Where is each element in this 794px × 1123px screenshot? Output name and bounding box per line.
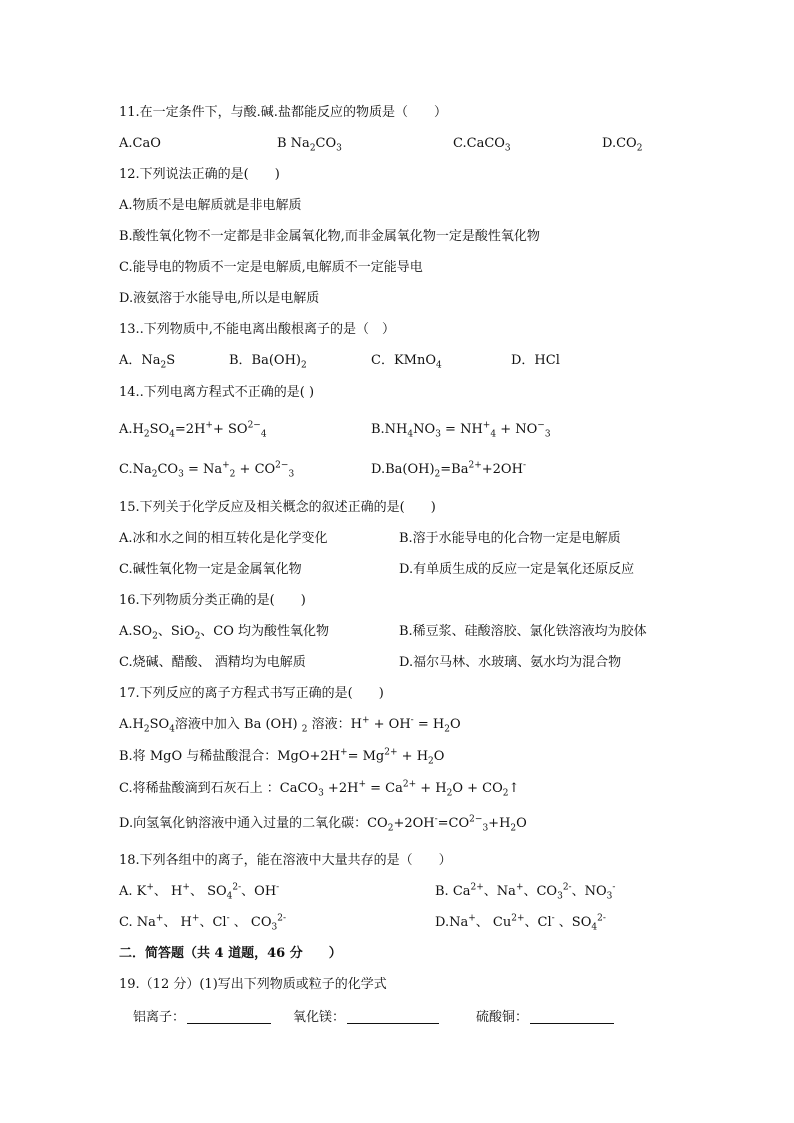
q19-field-label: 氧化镁：	[293, 1010, 346, 1025]
q16-option-b: B.稀豆浆、硅酸溶胶、氯化铁溶液均为胶体	[399, 624, 647, 639]
q15-option-a: A.冰和水之间的相互转化是化学变化	[119, 531, 328, 546]
q13-stem: 13..下列物质中,不能电离出酸根离子的是（ ）	[119, 322, 395, 337]
q11-stem: 11.在一定条件下，与酸.碱.盐都能反应的物质是（ ）	[119, 105, 447, 120]
answer-blank[interactable]	[347, 1009, 439, 1024]
q13-option-d: D．HCl	[511, 353, 560, 368]
q14-stem: 14..下列电离方程式不正确的是( )	[119, 385, 315, 400]
q17-option-b: B.将 MgO 与稀盐酸混合：$MgO+2H^+= Mg^{2+} + H_2O$	[119, 747, 445, 767]
answer-blank[interactable]	[530, 1009, 614, 1024]
q19-field-label: 铝离子：	[133, 1010, 186, 1025]
q11-option-d: $D.CO_2$	[602, 136, 643, 154]
q18-option-b: B. $Ca^{2+}$、Na+、$CO_3^{2-}$、$NO_3^-$	[435, 882, 616, 902]
q16-option-d: D.福尔马林、水玻璃、氨水均为混合物	[399, 655, 622, 670]
q15-option-d: D.有单质生成的反应一定是氧化还原反应	[399, 562, 635, 577]
q12-stem: 12.下列说法正确的是( )	[119, 167, 280, 182]
q16-option-c: C.烧碱、醋酸、 酒精均为电解质	[119, 655, 306, 670]
q11-option-a: A.CaO	[119, 136, 161, 151]
q14-option-c: $C.Na_2CO_3 = Na^+_2 + CO^{2-}_3$	[119, 460, 295, 480]
q13-option-c: C．KMnO$_4$	[371, 353, 442, 371]
answer-blank[interactable]	[187, 1009, 271, 1024]
q17-option-a: $A.H_2SO_4$溶液中加入 Ba (OH) $_2$ 溶液：$H^+ + OH^- = H_2O$	[119, 715, 461, 735]
q15-option-b: B.溶于水能导电的化合物一定是电解质	[399, 531, 621, 546]
q18-option-d: D.Na+、 $Cu^{2+}$、Cl- 、$SO_4^{2-}$	[435, 913, 606, 933]
q16-option-a: $A.SO_2$、SiO$_2$、CO 均为酸性氧化物	[119, 624, 330, 642]
q12-option-d: D.液氨溶于水能导电,所以是电解质	[119, 291, 320, 306]
q11-option-b: B $Na_2CO_3$	[277, 136, 342, 154]
q17-stem: 17.下列反应的离子方程式书写正确的是( )	[119, 686, 384, 701]
q18-option-c: C. Na+、 H+、Cl- 、 $CO_3^{2-}$	[119, 913, 286, 933]
q14-option-a: $A.H_2SO_4=2H^++ SO^{2-}_4$	[119, 420, 267, 440]
q16-stem: 16.下列物质分类正确的是( )	[119, 593, 306, 608]
q15-option-c: C.碱性氧化物一定是金属氧化物	[119, 562, 302, 577]
q14-option-d: $D.Ba(OH)_2=Ba^{2+}+2OH^-$	[371, 460, 526, 480]
q18-stem: 18.下列各组中的离子，能在溶液中大量共存的是（ ）	[119, 853, 452, 868]
q19-field-copper-sulfate	[476, 1009, 614, 1027]
q19-stem: 19.（12 分）(1)写出下列物质或粒子的化学式	[119, 977, 387, 992]
q18-option-a: A. K+、 H+、 $SO_4^{2-}$、OH-	[119, 882, 280, 902]
q19-field-label: 硫酸铜：	[476, 1010, 529, 1025]
q12-option-a: A.物质不是电解质就是非电解质	[119, 198, 302, 213]
q17-option-d: D.向氢氧化钠溶液中通入过量的二氧化碳：$CO_2+2OH^-=CO^{2-}_3+H_2O$	[119, 814, 527, 834]
q11-option-c: C.CaCO$_3$	[453, 136, 511, 154]
q13-option-a: A．$Na_2S$	[119, 353, 176, 371]
q15-stem: 15.下列关于化学反应及相关概念的叙述正确的是( )	[119, 500, 436, 515]
q14-option-b: $B.NH_4NO_3 = NH^+_4 + NO^-_3$	[371, 420, 551, 440]
section-heading: 二．简答题（共 4 道题，46 分 ）	[119, 946, 342, 961]
q12-option-b: B.酸性氧化物不一定都是非金属氧化物,而非金属氧化物一定是酸性氧化物	[119, 229, 540, 244]
q13-option-b: B．$Ba(OH)_2$	[229, 353, 307, 371]
q19-field-magnesium-oxide	[293, 1009, 439, 1027]
q17-option-c: C.将稀盐酸滴到石灰石上 ：CaCO$_3$ $+2H^+ = Ca^{2+} + H_2O$ + $CO_2↑$	[119, 779, 520, 799]
q12-option-c: C.能导电的物质不一定是电解质,电解质不一定能导电	[119, 260, 423, 275]
q19-field-aluminum-ion	[133, 1009, 271, 1027]
